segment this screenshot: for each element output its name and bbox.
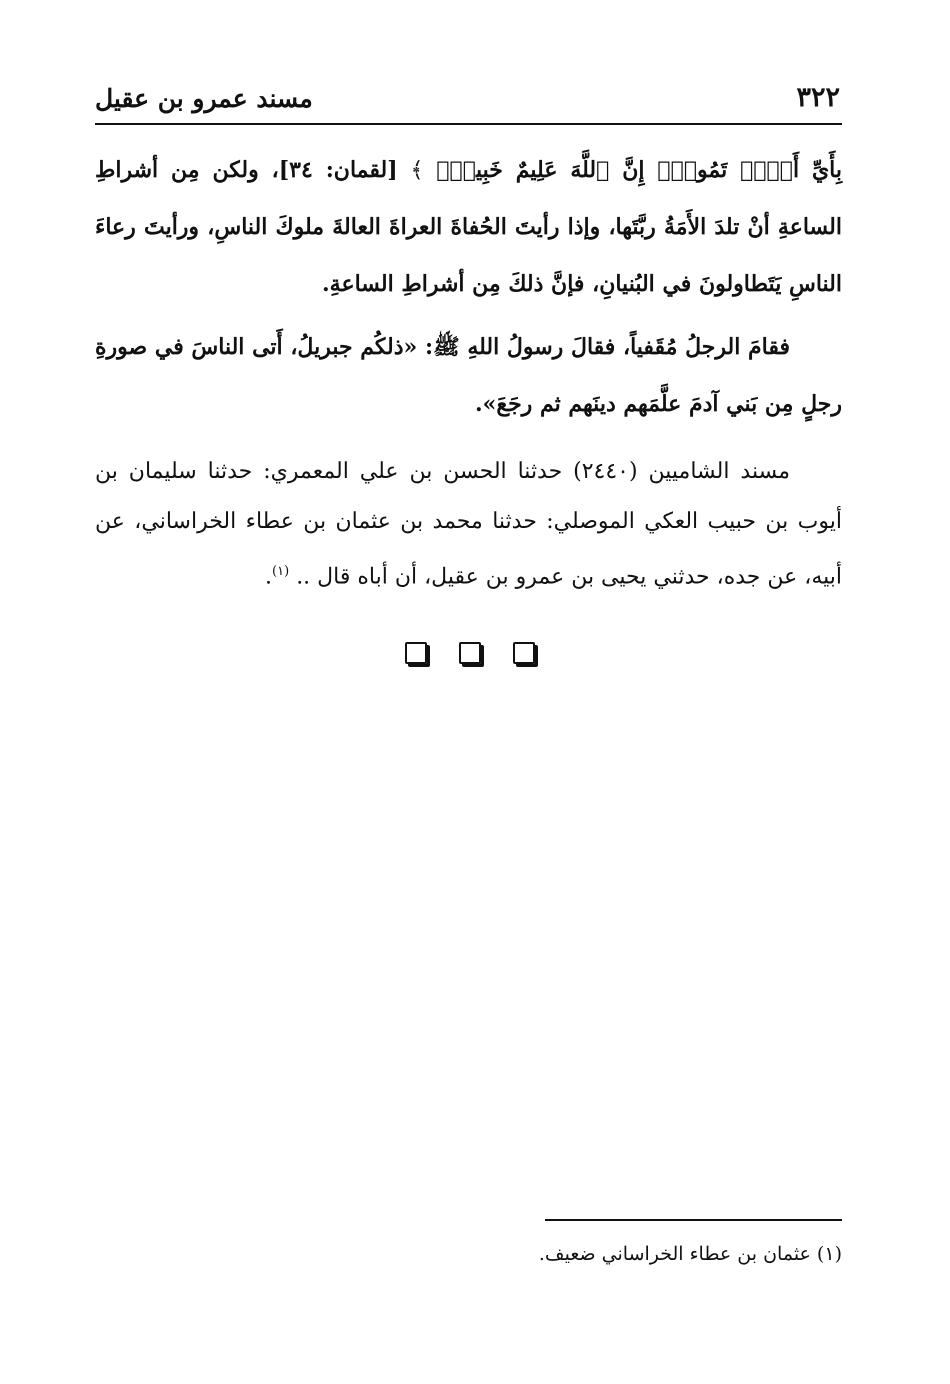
page-header	[95, 82, 842, 122]
paragraph-hadith-verse	[95, 142, 842, 313]
separator-square-icon	[513, 642, 535, 664]
verse-closing-bracket: ﴾	[410, 158, 424, 183]
isnad-text: مسند الشاميين (٢٤٤٠) حدثنا الحسن بن علي المعمري: حدثنا سليمان بن أيوب بن حبيب العكي الموصلي: حدثنا محمد بن عثمان بن عطاء الخراساني، عن أبيه، عن جده، حدثني يحيى بن عمرو بن عقيل، أن أباه قال ..	[95, 459, 842, 590]
paragraph-text: [لقمان: ٣٤]، ولكن مِن أشراطِ الساعةِ أنْ تلدَ الأَمَةُ ربَّتَها، وإذا رأيتَ الحُفاةَ العراةَ العالةَ ملوكَ الناسِ، ورأيتَ رعاءَ الناسِ يَتَطاولونَ في البُنيانِ، فإنَّ ذلكَ مِن أشراطِ الساعةِ.	[95, 157, 842, 297]
paragraph-hadith-end: فقامَ الرجلُ مُقَفياً، فقالَ رسولُ اللهِ ﷺ: «ذلكُم جبريلُ، أَتى الناسَ في صورةِ رجلٍ مِن بَني آدمَ علَّمَهم دينَهم ثم رجَعَ».	[95, 334, 842, 417]
page-number: ٣٢٢	[796, 82, 840, 113]
separator-square-icon	[459, 642, 481, 664]
footnote-rule	[545, 1219, 842, 1221]
separator-square-icon	[405, 642, 427, 664]
footnote: (١) عثمان بن عطاء الخراساني ضعيف.	[538, 1243, 842, 1265]
main-text	[95, 142, 842, 602]
footnote-reference[interactable]: (١)	[272, 564, 290, 579]
header-rule	[95, 123, 842, 125]
isnad-end-period: .	[265, 564, 273, 590]
running-title: مسند عمرو بن عقيل	[95, 84, 313, 113]
paragraph-isnad	[95, 447, 842, 602]
section-separator	[405, 642, 535, 672]
quran-verse: بِأَيِّ أَرۡضٖ تَمُوتُۚ إِنَّ ٱللَّهَ عَلِيمٌ خَبِيرُۢ	[436, 157, 843, 183]
